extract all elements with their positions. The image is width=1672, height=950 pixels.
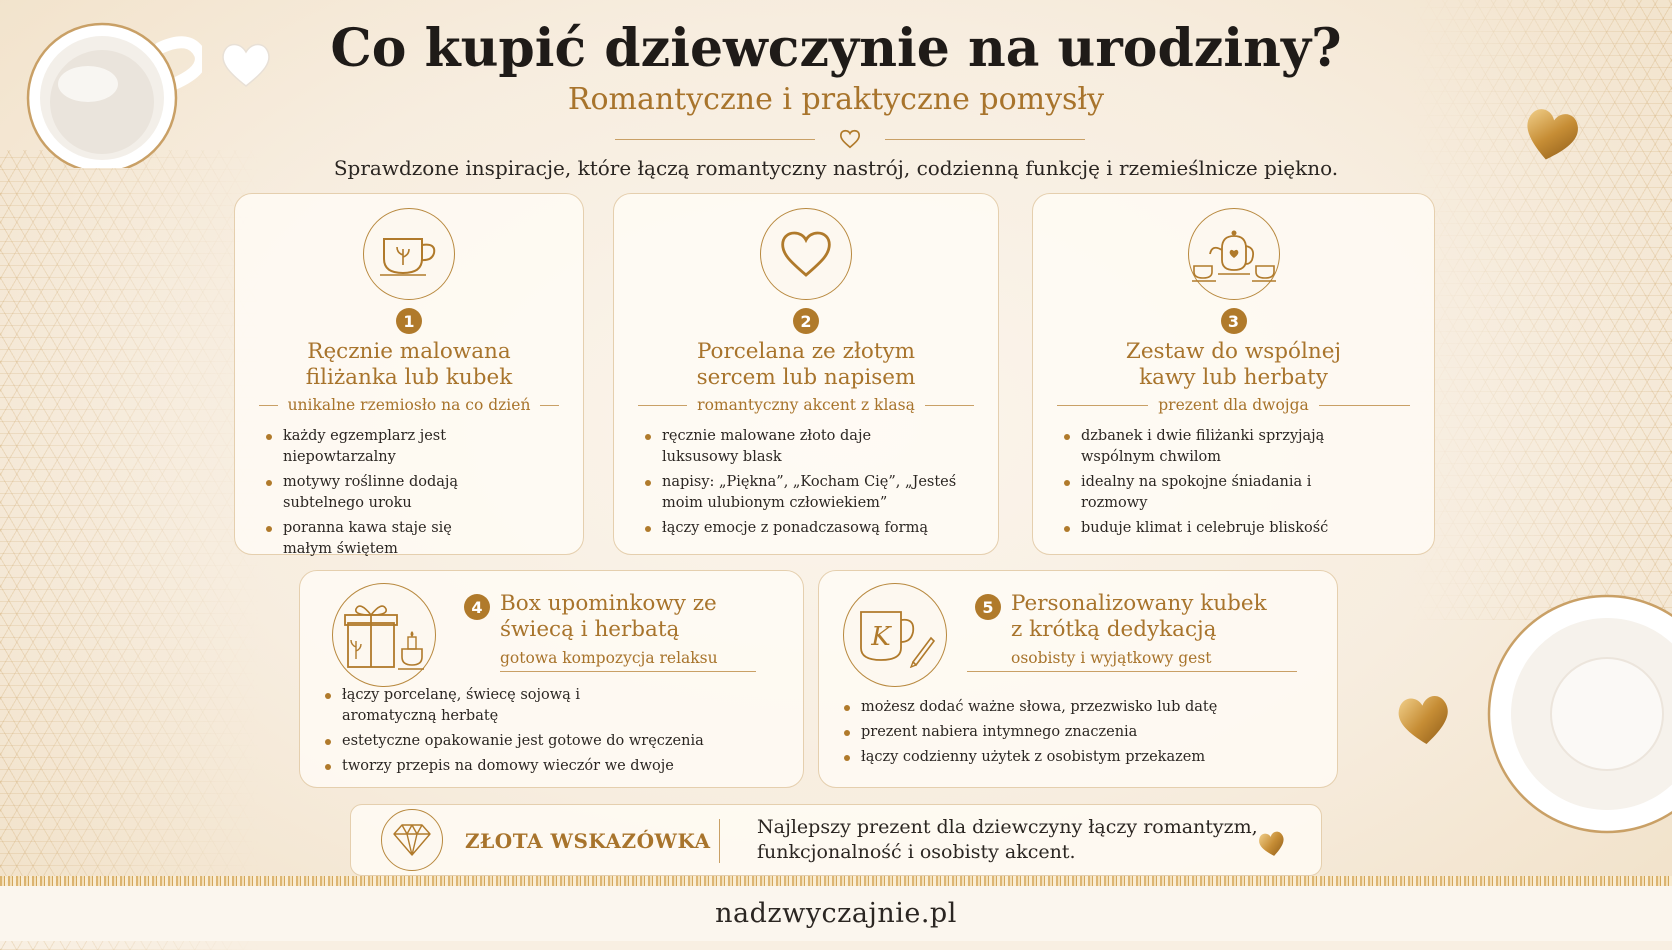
card-tagline: gotowa kompozycja relaksu: [500, 649, 718, 667]
gift-card-4: [299, 570, 804, 788]
footer: [0, 886, 1672, 941]
list-item: estetyczne opakowanie jest gotowe do wręczenia: [322, 731, 783, 752]
card-bullet-list: [263, 426, 563, 564]
heart-outline-icon: [839, 128, 861, 150]
card-divider: [500, 671, 756, 672]
list-item: poranna kawa staje się małym świętem: [263, 518, 463, 560]
gift-card-1: [234, 193, 584, 555]
card-title: Box upominkowy ze świecą i herbatą: [500, 591, 717, 642]
gold-pattern-left: [0, 150, 260, 950]
card-title: Ręcznie malowana filiżanka lub kubek: [305, 339, 513, 390]
list-item: łączy porcelanę, świecę sojową i aromatyczną herbatę: [322, 685, 582, 727]
tea-set-icon: [1188, 208, 1280, 300]
tip-label: ZŁOTA WSKAZÓWKA: [465, 829, 711, 853]
card-number-badge: 1: [396, 308, 422, 334]
card-divider: [967, 671, 1297, 672]
heart-icon: [760, 208, 852, 300]
list-item: łączy emocje z ponadczasową formą: [642, 518, 978, 539]
footer-site-link[interactable]: nadzwyczajnie.pl: [715, 898, 957, 929]
card-tagline-row: [259, 396, 559, 414]
intro-text: Sprawdzone inspiracje, które łączą romantyczny nastrój, codzienną funkcję i rzemieślnicze piękno.: [333, 156, 1339, 180]
card-tagline: unikalne rzemiosło na co dzień: [287, 396, 531, 414]
personalized-mug-icon: [843, 583, 947, 687]
card-number-badge: 2: [793, 308, 819, 334]
white-saucer-decoration: [1482, 592, 1672, 842]
tip-separator: [719, 819, 720, 863]
card-number-badge: 5: [975, 594, 1001, 620]
card-title: Personalizowany kubek z krótką dedykacją: [1011, 591, 1267, 642]
card-bullet-list: [322, 685, 783, 781]
list-item: każdy egzemplarz jest niepowtarzalny: [263, 426, 563, 468]
teacup-icon: [363, 208, 455, 300]
list-item: dzbanek i dwie filiżanki sprzyjają wspólnym chwilom: [1061, 426, 1341, 468]
gift-card-5: [818, 570, 1338, 788]
gold-glitter-border: [0, 876, 1672, 886]
page-title: Co kupić dziewczynie na urodziny?: [330, 18, 1342, 79]
card-tagline-row: [1057, 396, 1410, 414]
list-item: łączy codzienny użytek z osobistym przekazem: [841, 747, 1317, 768]
card-tagline: romantyczny akcent z klasą: [697, 396, 915, 414]
card-number-badge: 4: [464, 594, 490, 620]
list-item: możesz dodać ważne słowa, przezwisko lub datę: [841, 697, 1317, 718]
card-number-badge: 3: [1221, 308, 1247, 334]
card-bullet-list: [642, 426, 978, 543]
list-item: tworzy przepis na domowy wieczór we dwoje: [322, 756, 783, 777]
diamond-icon: [381, 809, 443, 871]
card-bullet-list: [1061, 426, 1414, 543]
gift-card-2: [613, 193, 999, 555]
gold-heart-icon: [1257, 829, 1287, 859]
list-item: napisy: „Piękna”, „Kocham Cię”, „Jesteś moim ulubionym człowiekiem”: [642, 472, 962, 514]
svg-text:K: K: [871, 622, 891, 652]
list-item: idealny na spokojne śniadania i rozmowy: [1061, 472, 1321, 514]
list-item: buduje klimat i celebruje bliskość: [1061, 518, 1414, 539]
card-tagline: osobisty i wyjątkowy gest: [1011, 649, 1212, 667]
page-subtitle: Romantyczne i praktyczne pomysły: [567, 82, 1105, 117]
card-title: Zestaw do wspólnej kawy lub herbaty: [1125, 339, 1342, 390]
tip-text: Najlepszy prezent dla dziewczyny łączy romantyzm, funkcjonalność i osobisty akcent.: [757, 816, 1258, 863]
card-title: Porcelana ze złotym sercem lub napisem: [696, 339, 916, 390]
gold-heart-decoration: [1394, 690, 1454, 750]
card-tagline: prezent dla dwojga: [1158, 396, 1309, 414]
gift-card-3: [1032, 193, 1435, 555]
gift-box-icon: [332, 583, 436, 687]
list-item: motywy roślinne dodają subtelnego uroku: [263, 472, 473, 514]
card-tagline-row: [638, 396, 974, 414]
title-divider: [615, 128, 1085, 152]
gold-tip-banner: [350, 804, 1322, 876]
list-item: prezent nabiera intymnego znaczenia: [841, 722, 1317, 743]
card-bullet-list: [841, 697, 1317, 772]
list-item: ręcznie malowane złoto daje luksusowy blask: [642, 426, 882, 468]
